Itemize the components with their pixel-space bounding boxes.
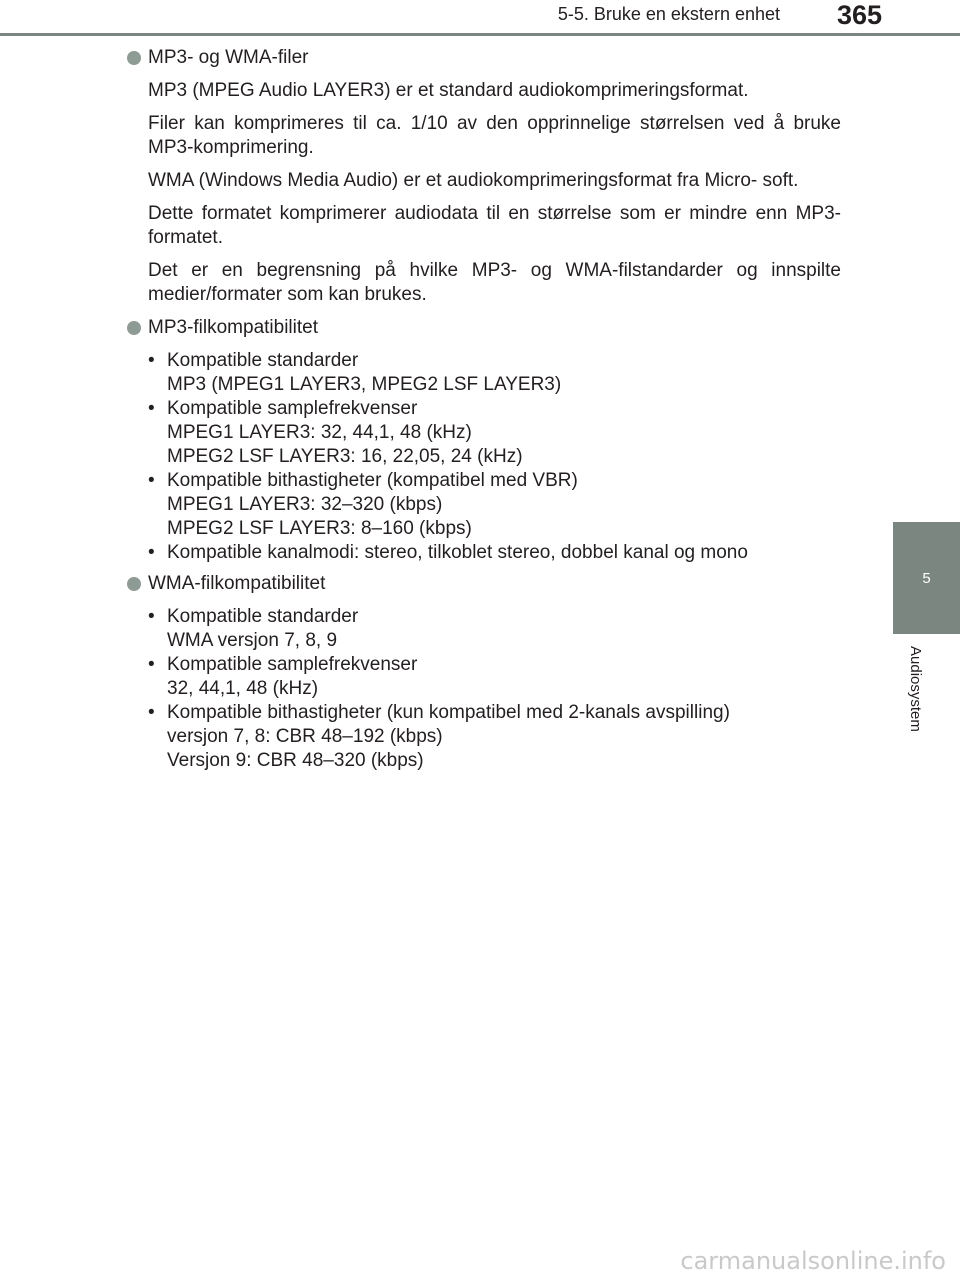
list-bullet: • [148,654,155,675]
chapter-number: 5 [922,569,931,587]
list-item-label: Kompatible bithastigheter (kompatibel med VBR) [167,470,578,491]
paragraph: WMA (Windows Media Audio) er et audiokomprimeringsformat fra Micro- soft. [148,170,799,191]
list-item-value: MPEG2 LSF LAYER3: 16, 22,05, 24 (kHz) [167,446,523,467]
list-item-label: Kompatible bithastigheter (kun kompatibel med 2-kanals avspilling) [167,702,730,723]
section-heading-text: WMA-filkompatibilitet [148,573,326,594]
list-bullet: • [148,606,155,627]
bullet-dot-icon [127,321,141,335]
list-item [148,605,841,653]
header-section-title: 5-5. Bruke en ekstern enhet [557,4,780,24]
list-item [148,701,841,773]
list-item [148,349,841,397]
list-item [148,541,841,565]
list-bullet: • [148,398,155,419]
paragraph: Filer kan komprimeres til ca. 1/10 av den opprinnelige størrelsen ved å bruke MP3-komprimering. [148,113,841,158]
list-item-value: versjon 7, 8: CBR 48–192 (kbps) [167,726,443,747]
paragraph: Dette formatet komprimerer audiodata til en størrelse som er mindre enn MP3-formatet. [148,203,841,248]
list-item-value: MPEG1 LAYER3: 32, 44,1, 48 (kHz) [167,422,472,443]
list-item-value: MPEG2 LSF LAYER3: 8–160 (kbps) [167,518,472,539]
list-bullet: • [148,542,155,563]
list-bullet: • [148,350,155,371]
list-item [148,397,841,469]
list-item-label: Kompatible kanalmodi: stereo, tilkoblet stereo, dobbel kanal og mono [167,542,748,563]
list-item-value: MP3 (MPEG1 LAYER3, MPEG2 LSF LAYER3) [167,374,562,395]
spec-list [127,349,841,565]
list-item-label: Kompatible standarder [167,606,359,627]
page-content [127,46,841,780]
list-item-value: 32, 44,1, 48 (kHz) [167,678,319,699]
list-bullet: • [148,702,155,723]
chapter-label: Audiosystem [907,646,924,732]
list-item-label: Kompatible samplefrekvenser [167,654,418,675]
section-heading [127,46,841,70]
list-item-value: WMA versjon 7, 8, 9 [167,630,338,651]
list-item [148,653,841,701]
list-item [148,469,841,541]
list-item-value: MPEG1 LAYER3: 32–320 (kbps) [167,494,443,515]
section-heading [127,572,841,596]
paragraph: Det er en begrensning på hvilke MP3- og WMA-filstandarder og innspilte medier/formater som kan brukes. [148,260,841,305]
section-heading [127,316,841,340]
section-heading-text: MP3-filkompatibilitet [148,317,318,338]
bullet-dot-icon [127,577,141,591]
chapter-tab [893,522,960,634]
list-item-value: Versjon 9: CBR 48–320 (kbps) [167,750,424,771]
page-number: 365 [836,0,882,30]
section-heading-text: MP3- og WMA-filer [148,47,309,68]
header-rule [0,33,960,36]
bullet-dot-icon [127,51,141,65]
list-item-label: Kompatible samplefrekvenser [167,398,418,419]
list-item-label: Kompatible standarder [167,350,359,371]
watermark: carmanualsonline.info [680,1247,946,1275]
spec-list [127,605,841,773]
paragraph: MP3 (MPEG Audio LAYER3) er et standard audiokomprimeringsformat. [148,80,749,101]
list-bullet: • [148,470,155,491]
